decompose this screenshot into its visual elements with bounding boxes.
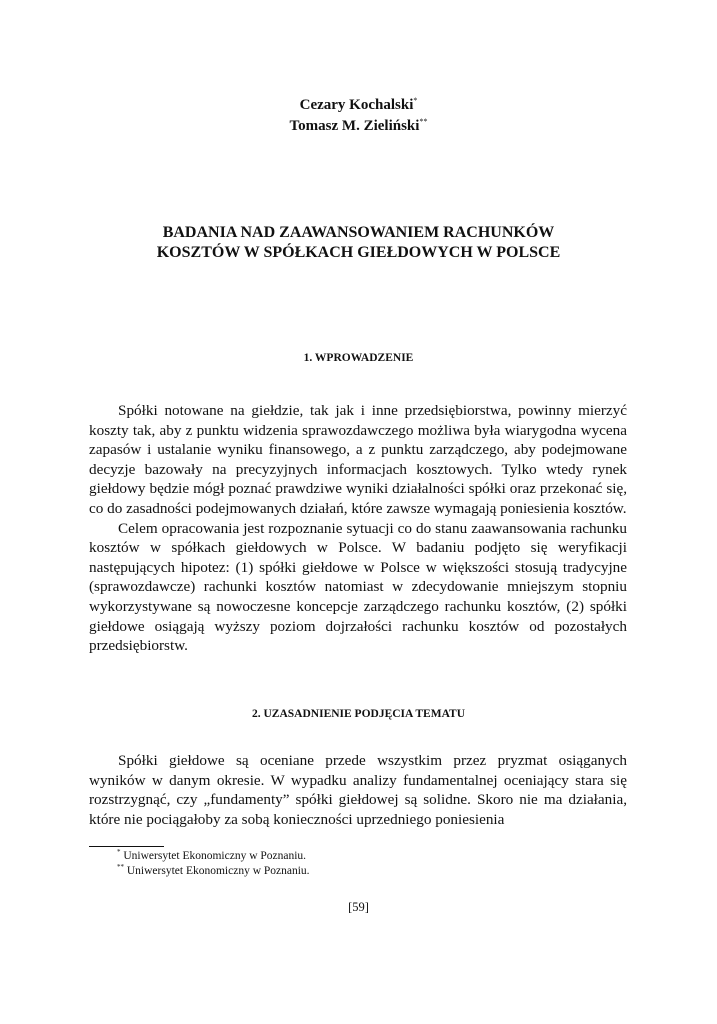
paper-title-line-1: BADANIA NAD ZAAWANSOWANIEM RACHUNKÓW [162,224,555,241]
paper-title-line-2: KOSZTÓW W SPÓŁKACH GIEŁDOWYCH W POLSCE [156,244,561,261]
footnote-divider [89,846,164,847]
page-number: [59] [348,900,369,914]
footnote-text: Uniwersytet Ekonomiczny w Poznaniu. [123,850,307,862]
paragraph: Celem opracowania jest rozpoznanie sytuacji co do stanu zaawansowania rachunku kosztów w spółkach giełdowych w Polsce. W badaniu podjęto się weryfikacji następujących hipotez: (1) spółki giełdowe w Polsce w większości stosują tradycyjne (sprawozdawcze) rachunki kosztów natomiast w zdecydowanie mniejszym stopniu wykorzystywane są nowoczesne koncepcje zarządczego rachunku kosztów, (2) spółki giełdowe osiągają wyższy poziom dojrzałości rachunku kosztów od pozostałych przedsiębiorstw. [89,519,627,655]
paper-title [60,223,657,263]
author-name [0,116,717,137]
footnote-mark: * [117,848,121,857]
footnote-text: Uniwersytet Ekonomiczny w Poznaniu. [126,865,310,877]
section-1-heading: 1. WPROWADZENIE [303,352,414,364]
section-1-body [89,401,627,656]
author-block [0,95,717,137]
author-1-name: Cezary Kochalski [299,97,414,113]
footnote-mark: ** [117,863,124,872]
author-2-name: Tomasz M. Zieliński [289,118,420,134]
author-name [0,95,717,116]
author-2-footnote-mark: ** [419,117,428,126]
section-2-body [89,751,627,829]
footnotes [117,849,310,879]
section-2-heading: 2. UZASADNIENIE PODJĘCIA TEMATU [252,708,465,720]
footnote [117,849,310,864]
footnote [117,864,310,879]
author-1-footnote-mark: * [413,96,418,105]
paragraph: Spółki notowane na giełdzie, tak jak i inne przedsiębiorstwa, powinny mierzyć koszty tak, aby z punktu widzenia sprawozdawczego możliwa była wiarygodna wycena zapasów i ustalanie wyniku finansowego, a z punktu zarządczego, aby podejmowane decyzje bazowały na precyzyjnych informacjach kosztowych. Tylko wtedy rynek giełdowy będzie mógł poznać prawdziwe wyniki działalności spółki oraz przekonać się, co do zasadności podejmowanych działań, które zawsze wymagają poniesienia kosztów. [89,402,627,517]
paragraph: Spółki giełdowe są oceniane przede wszystkim przez pryzmat osiąganych wyników w danym okresie. W wypadku analizy fundamentalnej oceniający stara się rozstrzygnąć, czy „fundamenty” spółki giełdowej są solidne. Skoro nie ma działania, które nie pociągałoby za sobą konieczności uprzedniego poniesienia [89,752,627,828]
